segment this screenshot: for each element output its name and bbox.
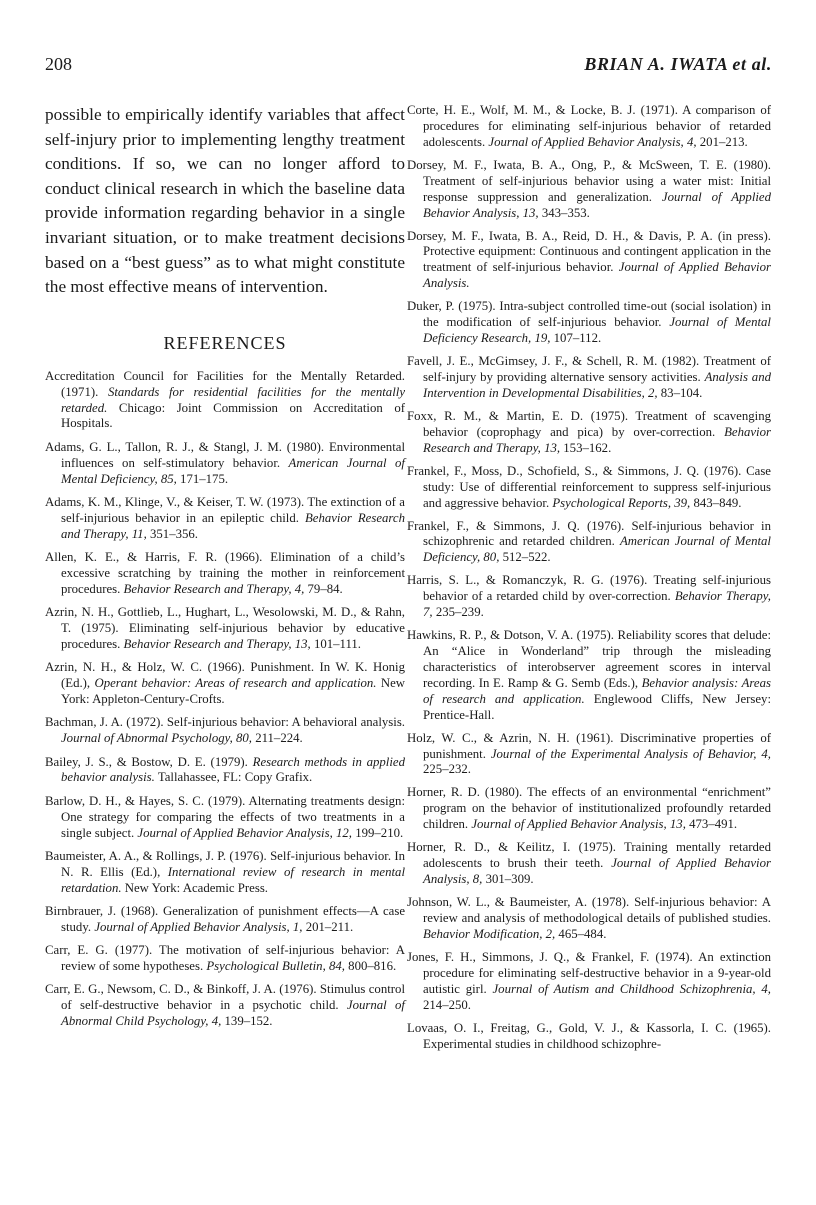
reference-details: 139–152. — [224, 1014, 273, 1029]
reference-details: 214–250. — [423, 997, 471, 1012]
reference-entry — [407, 840, 771, 888]
reference-title: Psychological Reports, 39, — [552, 495, 691, 510]
reference-authors: Bailey, J. S., & Bostow, D. E. (1979). — [45, 754, 248, 769]
reference-entry — [407, 950, 771, 1014]
reference-entry — [407, 573, 771, 621]
reference-details: 79–84. — [307, 581, 343, 596]
reference-details: 465–484. — [558, 926, 607, 941]
reference-entry — [45, 660, 405, 708]
reference-entry — [407, 464, 771, 512]
reference-entry — [407, 785, 771, 833]
reference-entry — [45, 755, 405, 787]
reference-title: American Journal of Mental Deficiency, 80, — [423, 534, 771, 565]
reference-entry — [45, 904, 405, 936]
reference-details: Englewood Cliffs, New Jersey: Prentice-Hall. — [423, 691, 771, 722]
reference-title: Journal of Applied Behavior Analysis. — [423, 260, 771, 291]
reference-title: Journal of Abnormal Child Psychology, 4, — [61, 998, 405, 1029]
reference-entry — [407, 1021, 771, 1053]
reference-authors: Hawkins, R. P., & Dotson, V. A. (1975). Reliability scores that delude: An “Alice in Wonderland” trip through the misleading characteristics of interobserver agreement scores in interval recording. In E. Ramp & G. Semb (Eds.), — [407, 628, 771, 690]
reference-authors: Johnson, W. L., & Baumeister, A. (1978). Self-injurious behavior: A review and analysis of methodological details of published studies. — [407, 895, 771, 925]
reference-authors: Azrin, N. H., Gottlieb, L., Hughart, L., Wesolowski, M. D., & Rahn, T. (1975). Eliminating self-injurious behavior by educative procedures. — [45, 605, 405, 651]
reference-entry — [45, 982, 405, 1030]
reference-authors: Adams, G. L., Tallon, R. J., & Stangl, J. M. (1980). Environmental influences on self-stimulatory behavior. — [45, 439, 405, 470]
running-head: BRIAN A. IWATA et al. — [584, 54, 772, 74]
reference-entry — [407, 628, 771, 723]
reference-details: Chicago: Joint Commission on Accreditation of Hospitals. — [61, 400, 406, 431]
reference-authors: Dorsey, M. F., Iwata, B. A., Ong, P., & McSween, T. E. (1980). Treatment of self-injurious behavior using a water mist: Initial response suppression and generalization. — [407, 157, 771, 204]
reference-authors: Birnbrauer, J. (1968). Generalization of punishment effects—A case study. — [45, 903, 405, 934]
reference-details: New York: Appleton-Century-Crofts. — [61, 676, 406, 707]
reference-entry — [407, 409, 771, 457]
reference-authors: Horner, R. D., & Keilitz, I. (1975). Training mentally retarded adolescents to brush their teeth. — [407, 840, 771, 871]
reference-entry — [45, 369, 405, 433]
reference-list-right — [407, 103, 771, 1052]
reference-details: 201–213. — [699, 134, 748, 149]
reference-details: 235–239. — [435, 605, 484, 620]
reference-details: 343–353. — [541, 205, 590, 220]
reference-title: Journal of Applied Behavior Analysis, 13, — [423, 189, 772, 220]
reference-title: Analysis and Intervention in Developmental Disabilities, 2, — [423, 369, 772, 400]
reference-title: Behavior Therapy, 7, — [423, 589, 771, 620]
reference-title: Research methods in applied behavior analysis. — [61, 754, 405, 785]
reference-entry — [407, 229, 771, 293]
reference-authors: Accreditation Council for Facilities for the Mentally Retarded. (1971). — [45, 368, 405, 399]
reference-details: 351–356. — [150, 526, 198, 541]
reference-authors: Baumeister, A. A., & Rollings, J. P. (1976). Self-injurious behavior. In N. R. Ellis (Ed.), — [45, 848, 405, 879]
page-number: 208 — [45, 54, 72, 74]
reference-authors: Azrin, N. H., & Holz, W. C. (1966). Punishment. In W. K. Honig (Ed.), — [45, 660, 405, 691]
reference-list-left — [45, 369, 405, 1030]
reference-title: Journal of Applied Behavior Analysis, 4, — [488, 134, 697, 149]
reference-authors: Frankel, F., & Simmons, J. Q. (1976). Self-injurious behavior in schizophrenic and retarded children. — [407, 518, 771, 549]
reference-authors: Horner, R. D. (1980). The effects of an environmental “enrichment” program on the behavior of institutionalized profoundly retarded children. — [407, 785, 771, 832]
page-header — [45, 54, 772, 84]
reference-authors: Barlow, D. H., & Hayes, S. C. (1979). Alternating treatments design: One strategy for comparing the effects of two treatments in a single subject. — [45, 793, 405, 840]
reference-authors: Duker, P. (1975). Intra-subject controlled time-out (social isolation) in the modification of self-injurious behavior. — [407, 299, 771, 330]
reference-entry — [407, 895, 771, 943]
reference-authors: Lovaas, O. I., Freitag, G., Gold, V. J., & Kassorla, I. C. (1965). Experimental studies in childhood schizophre- — [407, 1020, 771, 1051]
reference-title: International review of research in mental retardation. — [61, 864, 406, 895]
reference-details: 512–522. — [502, 550, 551, 565]
reference-entry — [407, 519, 771, 567]
reference-authors: Bachman, J. A. (1972). Self-injurious behavior: A behavioral analysis. — [45, 715, 405, 730]
reference-title: Journal of Applied Behavior Analysis, 1, — [94, 919, 303, 934]
reference-title: Operant behavior: Areas of research and application. — [94, 676, 377, 691]
reference-entry — [45, 605, 405, 653]
reference-entry — [45, 943, 405, 975]
reference-title: Journal of the Experimental Analysis of Behavior, 4, — [490, 746, 771, 761]
reference-authors: Adams, K. M., Klinge, V., & Keiser, T. W. (1973). The extinction of a self-injurious behavior in an epileptic child. — [45, 494, 405, 525]
references-heading: REFERENCES — [163, 332, 287, 353]
reference-entry — [45, 495, 405, 543]
reference-title: Behavior Research and Therapy, 11, — [61, 510, 406, 541]
reference-entry — [45, 550, 405, 598]
reference-entry — [407, 103, 771, 151]
reference-title: Standards for residential facilities for the mentally retarded. — [61, 384, 405, 415]
reference-details: 153–162. — [563, 440, 612, 455]
reference-title: Journal of Applied Behavior Analysis, 12, — [137, 825, 352, 840]
reference-entry — [45, 440, 405, 488]
reference-entry — [407, 731, 771, 779]
reference-title: Behavior Research and Therapy, 4, — [123, 581, 305, 596]
reference-authors: Harris, S. L., & Romanczyk, R. G. (1976). Treating self-injurious behavior of a retarded child by over-correction. — [407, 573, 771, 604]
reference-details: 211–224. — [255, 731, 303, 746]
reference-details: 800–816. — [348, 959, 397, 974]
reference-details: 107–112. — [553, 331, 602, 346]
reference-title: Behavior Research and Therapy, 13, — [423, 424, 771, 455]
reference-authors: Holz, W. C., & Azrin, N. H. (1961). Discriminative properties of punishment. — [407, 730, 771, 761]
reference-title: Psychological Bulletin, 84, — [206, 959, 345, 974]
reference-details: 201–211. — [305, 919, 354, 934]
reference-title: Behavior analysis: Areas of research and application. — [423, 675, 771, 706]
reference-authors: Carr, E. G., Newsom, C. D., & Binkoff, J. A. (1976). Stimulus control of self-destructive behavior in a psychotic child. — [45, 982, 405, 1013]
reference-authors: Favell, J. E., McGimsey, J. F., & Schell, R. M. (1982). Treatment of self-injury by providing alternative sensory activities. — [407, 354, 771, 384]
reference-title: Journal of Abnormal Psychology, 80, — [61, 731, 252, 746]
reference-details: Tallahassee, FL: Copy Grafix. — [157, 770, 313, 785]
reference-entry — [45, 849, 405, 897]
reference-authors: Allen, K. E., & Harris, F. R. (1966). Elimination of a child’s excessive scratching by training the mother in reinforcement procedures. — [45, 549, 405, 596]
right-column — [407, 103, 771, 1060]
reference-title: Journal of Mental Deficiency Research, 19, — [423, 315, 771, 346]
reference-details: New York: Academic Press. — [124, 880, 269, 895]
reference-details: 171–175. — [180, 471, 229, 486]
reference-entry — [407, 354, 771, 402]
reference-details: 101–111. — [313, 636, 361, 651]
reference-details: 83–104. — [660, 385, 703, 400]
reference-entry — [45, 715, 405, 747]
reference-title: Behavior Modification, 2, — [423, 926, 556, 941]
reference-title: Journal of Applied Behavior Analysis, 8, — [423, 856, 771, 887]
reference-title: Journal of Autism and Childhood Schizophrenia, 4, — [492, 981, 771, 996]
reference-entry — [45, 794, 405, 842]
reference-details: 225–232. — [423, 762, 471, 777]
reference-title: American Journal of Mental Deficiency, 85, — [61, 455, 405, 486]
reference-title: Behavior Research and Therapy, 13, — [123, 636, 311, 651]
reference-entry — [407, 158, 771, 222]
reference-authors: Jones, F. H., Simmons, J. Q., & Frankel, F. (1974). An extinction procedure for eliminating self-destructive behavior in a 9-year-old autistic girl. — [407, 949, 771, 996]
reference-details: 301–309. — [485, 872, 534, 887]
left-column — [45, 103, 405, 1037]
reference-authors: Corte, H. E., Wolf, M. M., & Locke, B. J. (1971). A comparison of procedures for eliminating self-injurious behavior of retarded adolescents. — [407, 103, 771, 149]
reference-authors: Dorsey, M. F., Iwata, B. A., Reid, D. H., & Davis, P. A. (in press). Protective equipment: Continuous and contingent application in the treatment of self-injurious behavior. — [407, 228, 771, 275]
reference-details: 843–849. — [693, 495, 742, 510]
reference-details: 473–491. — [689, 817, 738, 832]
reference-title: Journal of Applied Behavior Analysis, 13, — [471, 817, 686, 832]
reference-authors: Foxx, R. M., & Martin, E. D. (1975). Treatment of scavenging behavior (coprophagy and pica) by over-correction. — [407, 408, 771, 439]
reference-entry — [407, 299, 771, 347]
reference-authors: Frankel, F., Moss, D., Schofield, S., & Simmons, J. Q. (1976). Case study: Use of differential reinforcement to suppress self-injurious and aggressive behavior. — [407, 463, 771, 510]
reference-details: 199–210. — [355, 825, 404, 840]
body-paragraph: possible to empirically identify variables that affect self-injury prior to implementing lengthy treatment conditions. If so, we can no longer afford to conduct clinical research in which the baseline data provide information regarding behavior in a single invariant situation, or to make treatment decisions based on a “best guess” as to what might constitute the most effective means of intervention. — [45, 105, 405, 297]
reference-authors: Carr, E. G. (1977). The motivation of self-injurious behavior: A review of some hypotheses. — [45, 943, 405, 974]
